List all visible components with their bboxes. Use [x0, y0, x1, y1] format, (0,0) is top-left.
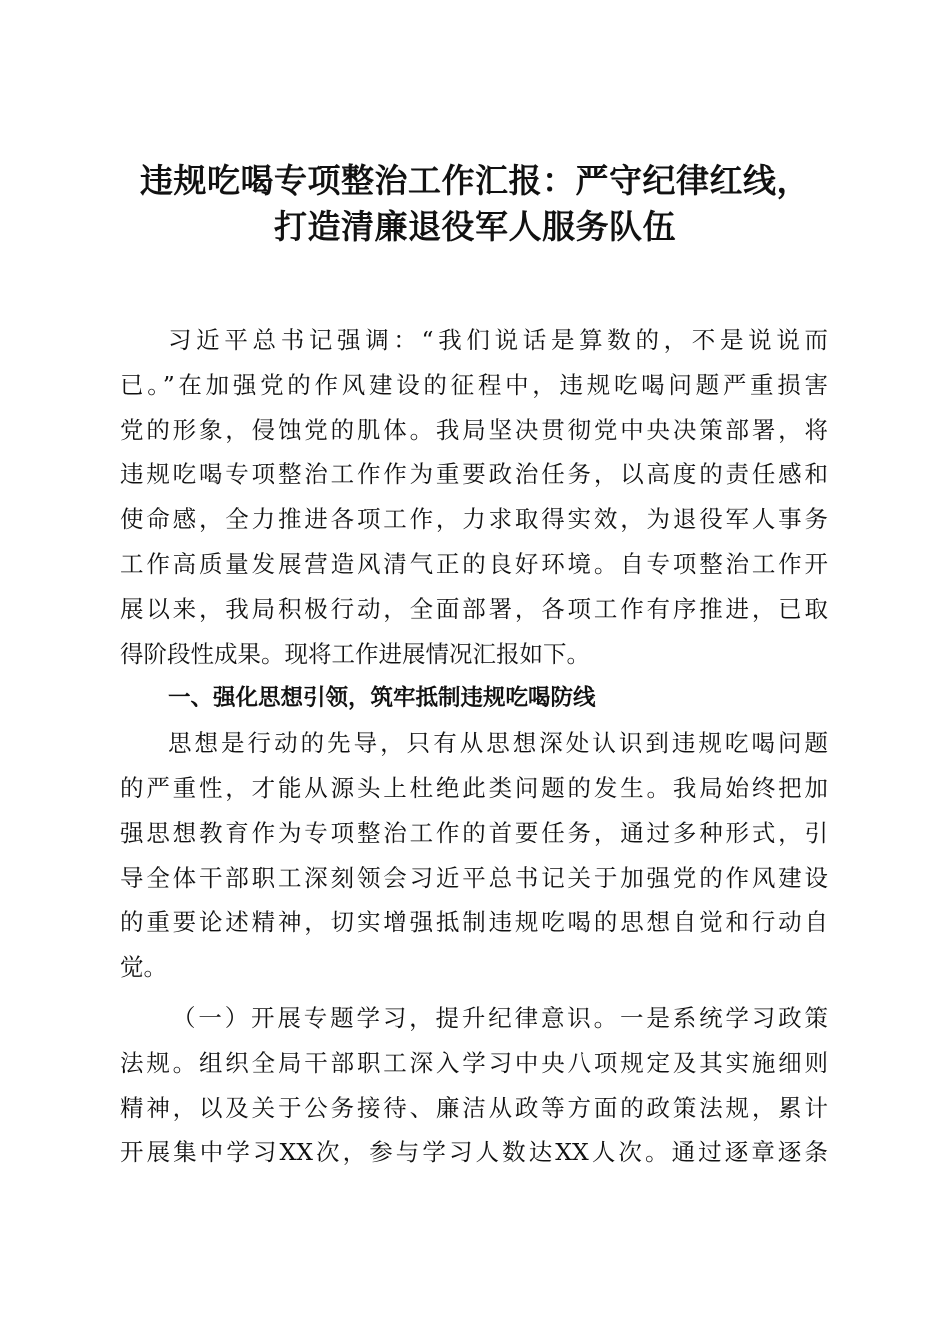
paragraph-line: 的重要论述精神，切实增强抵制违规吃喝的思想自觉和行动自: [120, 908, 828, 937]
section-paragraph: [120, 721, 828, 990]
paragraph-line: 法规。组织全局干部职工深入学习中央八项规定及其实施细则: [120, 1048, 828, 1077]
paragraph-line: 精神，以及关于公务接待、廉洁从政等方面的政策法规，累计: [120, 1093, 828, 1122]
paragraph-line: 展以来，我局积极行动，全面部署，各项工作有序推进，已取: [120, 594, 828, 623]
paragraph-line: 习近平总书记强调：“我们说话是算数的，不是说说而: [168, 326, 828, 354]
section-heading: 一、强化思想引领，筑牢抵制违规吃喝防线: [168, 685, 596, 712]
paragraph-line: 的严重性，才能从源头上杜绝此类问题的发生。我局始终把加: [120, 773, 828, 802]
paragraph-line: 工作高质量发展营造风清气正的良好环境。自专项整治工作开: [120, 549, 828, 578]
paragraph-line: 导全体干部职工深刻领会习近平总书记关于加强党的作风建设: [120, 863, 828, 892]
document-title: [80, 158, 870, 250]
paragraph-line: 觉。: [120, 953, 167, 982]
title-line-1: 违规吃喝专项整治工作汇报：严守纪律红线，: [140, 161, 810, 200]
paragraph-line: 开展集中学习XX次，参与学习人数达XX人次。通过逐章逐条: [120, 1138, 828, 1167]
paragraph-line: 违规吃喝专项整治工作作为重要政治任务，以高度的责任感和: [120, 460, 828, 489]
paragraph-line: 党的形象，侵蚀党的肌体。我局坚决贯彻党中央决策部署，将: [120, 415, 828, 444]
paragraph-line: （一）开展专题学习，提升纪律意识。一是系统学习政策: [172, 1003, 828, 1032]
paragraph-line: 使命感，全力推进各项工作，力求取得实效，为退役军人事务: [120, 505, 828, 534]
document-body: [120, 318, 828, 1175]
paragraph-line: 已。”在加强党的作风建设的征程中，违规吃喝问题严重损害: [120, 370, 828, 399]
paragraph-line: 得阶段性成果。现将工作进展情况汇报如下。: [120, 639, 590, 668]
paragraph-line: 思想是行动的先导，只有从思想深处认识到违规吃喝问题: [168, 729, 828, 758]
subsection-paragraph: [120, 996, 828, 1175]
title-line-2: 打造清廉退役军人服务队伍: [274, 207, 676, 246]
paragraph-line: 强思想教育作为专项整治工作的首要任务，通过多种形式，引: [120, 818, 828, 847]
intro-paragraph: [120, 318, 828, 676]
